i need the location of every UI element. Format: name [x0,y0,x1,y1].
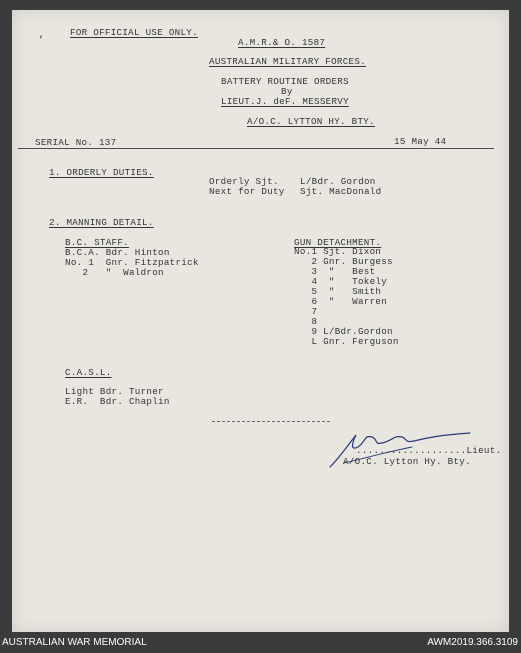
manning-detail-heading: 2. MANNING DETAIL. [49,217,154,228]
orderly-duties-heading-text: 1. ORDERLY DUTIES. [49,167,154,178]
bc-staff-line: No. 1 Gnr. Fitzpatrick [65,257,199,268]
order-number: A.M.R.& O. 1587 [238,37,326,48]
page-title: BATTERY ROUTINE ORDERS [221,76,349,87]
gun-detachment-line: 7 [294,306,318,317]
gun-detachment-line: 6 " Warren [294,296,388,307]
gun-detachment-line: 3 " Best [294,266,376,277]
gun-detachment-line: 8 [294,316,318,327]
casl-line: E.R. Bdr. Chaplin [65,396,170,407]
orderly-duties-heading [49,168,154,178]
bc-staff-line: B.C.A. Bdr. Hinton [65,247,170,258]
gun-detachment-heading: GUN DETACHMENT. [294,237,382,248]
gun-detachment-line: 5 " Smith [294,286,382,297]
bc-staff-line: 2 " Waldron [65,267,164,278]
signature-dots: ...................Lieut. [356,445,502,456]
orderly-sjt-value: L/Bdr. Gordon [300,176,376,187]
officer-name: LIEUT.J. deF. MESSERVY [221,96,349,107]
by-label: By [281,86,293,97]
orderly-sjt-label: Orderly Sjt. [209,176,279,187]
gun-detachment-line: No.1 Sjt. Dixon [294,246,382,257]
signatory-role: A/O.C. Lytton Hy. Bty. [343,456,471,467]
next-for-duty-value: Sjt. MacDonald [300,186,382,197]
forces-heading: AUSTRALIAN MILITARY FORCES. [209,56,366,67]
official-use-label: FOR OFFICIAL USE ONLY. [70,27,198,38]
footer-accession-number: AWM2019.366.3109 [427,637,518,648]
serial-number: SERIAL No. 137 [35,137,117,148]
order-date: 15 May 44 [394,136,447,147]
gun-detachment-line: 4 " Tokely [294,276,388,287]
gun-detachment-line: 2 Gnr. Burgess [294,256,393,267]
gun-detachment-line: 9 L/Bdr.Gordon [294,326,393,337]
unit-name: A/O.C. LYTTON HY. BTY. [247,116,375,127]
pencil-tick-mark: ’ [38,36,45,47]
casl-line: Light Bdr. Turner [65,386,164,397]
separator-dashes [212,421,330,422]
footer-source: AUSTRALIAN WAR MEMORIAL [2,637,147,648]
bc-staff-heading: B.C. STAFF. [65,237,129,248]
next-for-duty-label: Next for Duty [209,186,285,197]
casl-heading: C.A.S.L. [65,367,112,378]
gun-detachment-line: L Gnr. Ferguson [294,336,399,347]
header-divider [18,148,494,149]
